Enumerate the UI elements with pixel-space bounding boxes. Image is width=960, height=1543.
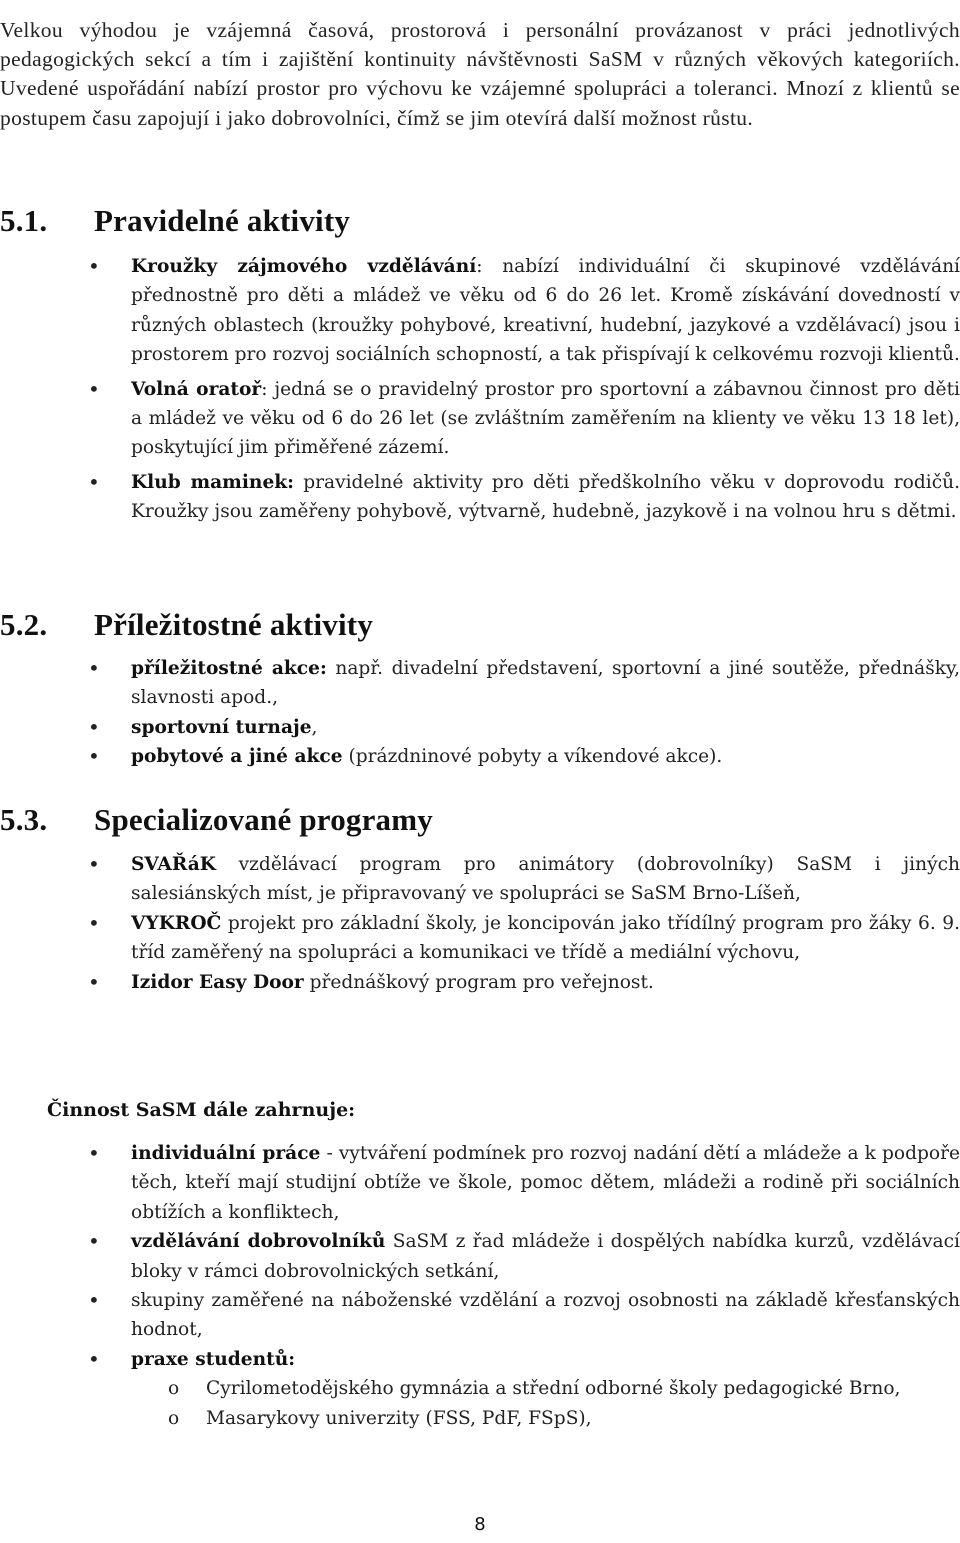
- bullet-list: [0, 654, 960, 772]
- list-item: [0, 909, 960, 968]
- sub-list-item: [131, 1374, 960, 1403]
- section-heading: [0, 802, 433, 838]
- item-text: skupiny zaměřené na náboženské vzdělání a rozvoj osobnosti na základě křesťanských hodnot,: [131, 1290, 960, 1341]
- item-term: Kroužky zájmového vzdělávání: [131, 256, 477, 277]
- bullet-list: [0, 850, 960, 997]
- item-term: praxe studentů:: [131, 1348, 296, 1370]
- item-text: SaSM z řad mládeže i dospělých nabídka kurzů, vzdělávací bloky v rámci dobrovolnických setkání,: [131, 1231, 960, 1282]
- bullet-list: [0, 252, 960, 527]
- section-title: Pravidelné aktivity: [94, 203, 351, 238]
- sub-list-item: [131, 1404, 960, 1433]
- page-number: 8: [474, 1514, 486, 1535]
- item-term: pobytové a jiné akce: [131, 746, 343, 768]
- item-term: Klub maminek:: [131, 471, 295, 493]
- activities-subheading: Činnost SaSM dále zahrnuje:: [47, 1099, 356, 1121]
- item-term: sportovní turnaje: [131, 716, 312, 738]
- list-item: [0, 1345, 960, 1433]
- list-item: [0, 742, 960, 771]
- item-term: příležitostné akce:: [131, 658, 327, 679]
- item-text: projekt pro základní školy, je koncipován jako třídílný program pro žáky 6. 9. tříd zaměřený na spolupráci a komunikaci ve třídě a mediální výchovu,: [131, 912, 960, 964]
- item-text: přednáškový program pro veřejnost.: [303, 971, 654, 993]
- item-text: - vytváření podmínek pro rozvoj nadání dětí a mládeže a k podpoře těch, kteří mají studijní obtíže ve škole, pomoc dětem, mládeži a rodině při sociálních obtížích a konfliktech,: [131, 1143, 960, 1223]
- section-number: 5.1.: [0, 203, 48, 238]
- list-item: [0, 375, 960, 463]
- item-text: : nabízí individuální či skupinové vzdělávání přednostně pro děti a mládež ve věku od 6 do 26 let. Kromě získávání dovedností v různých oblastech (kroužky pohybové, kreativní, hudební, jazykové a vzdělávací) jsou i prostorem pro rozvoj sociálních schopností, a tak přispívají k celkovému rozvoji klientů.: [131, 256, 960, 366]
- sub-item-text: Masarykovy univerzity (FSS, PdF, FSpS),: [206, 1407, 592, 1429]
- list-item: [0, 1286, 960, 1345]
- item-text: : jedná se o pravidelný prostor pro sportovní a zábavnou činnost pro děti a mládež ve věku od 6 do 26 let (se zvláštním zaměřením na klienty ve věku 13 18 let), poskytující jim přiměřené zázemí.: [131, 378, 960, 459]
- section-title: Příležitostné aktivity: [94, 607, 374, 642]
- list-item: [0, 654, 960, 713]
- sub-bullet-marker: o: [168, 1407, 180, 1429]
- item-text: ,: [311, 716, 318, 738]
- item-term: Izidor Easy Door: [131, 971, 304, 993]
- item-term: SVAŘáK: [131, 854, 216, 875]
- sub-item-text: Cyrilometodějského gymnázia a střední odborné školy pedagogické Brno,: [206, 1378, 901, 1400]
- list-item: [0, 252, 960, 370]
- item-term: Volná oratoř: [131, 378, 262, 400]
- item-term: individuální práce: [131, 1143, 321, 1164]
- section-heading: [0, 607, 373, 643]
- section-heading: [0, 203, 350, 239]
- list-item: [0, 713, 960, 742]
- list-item: [0, 1139, 960, 1227]
- list-item: [0, 850, 960, 909]
- item-term: vzdělávání dobrovolníků: [131, 1231, 386, 1253]
- list-item: [0, 1227, 960, 1286]
- list-item: [0, 968, 960, 997]
- item-text: vzdělávací program pro animátory (dobrovolníky) SaSM i jiných salesiánských míst, je připravovaný ve spolupráci se SaSM Brno-Líšeň,: [131, 854, 960, 905]
- sub-bullet-marker: o: [168, 1378, 180, 1400]
- item-text: pravidelné aktivity pro děti předškolního věku v doprovodu rodičů. Kroužky jsou zaměřeny pohybově, výtvarně, hudebně, jazykově i na volnou hru s dětmi.: [131, 471, 960, 523]
- section-number: 5.3.: [0, 802, 48, 837]
- bullet-list: [0, 1139, 960, 1433]
- sub-list: [131, 1374, 960, 1433]
- intro-paragraph: Velkou výhodou je vzájemná časová, prostorová i personální provázanost v práci jednotlivých pedagogických sekcí a tím i zajištění kontinuity návštěvnosti SaSM v různých věkových kategoriích. Uvedené uspořádání nabízí prostor pro výchovu ke vzájemné spolupráci a toleranci. Mnozí z klientů se postupem času zapojují i jako dobrovolníci, čímž se jim otevírá další možnost růstu.: [0, 17, 960, 130]
- item-term: VYKROČ: [131, 912, 222, 934]
- section-title: Specializované programy: [94, 802, 433, 837]
- item-text: např. divadelní představení, sportovní a jiné soutěže, přednášky, slavnosti apod.,: [131, 658, 960, 709]
- list-item: [0, 468, 960, 527]
- section-number: 5.2.: [0, 607, 48, 642]
- item-text: (prázdninové pobyty a víkendové akce).: [342, 746, 723, 768]
